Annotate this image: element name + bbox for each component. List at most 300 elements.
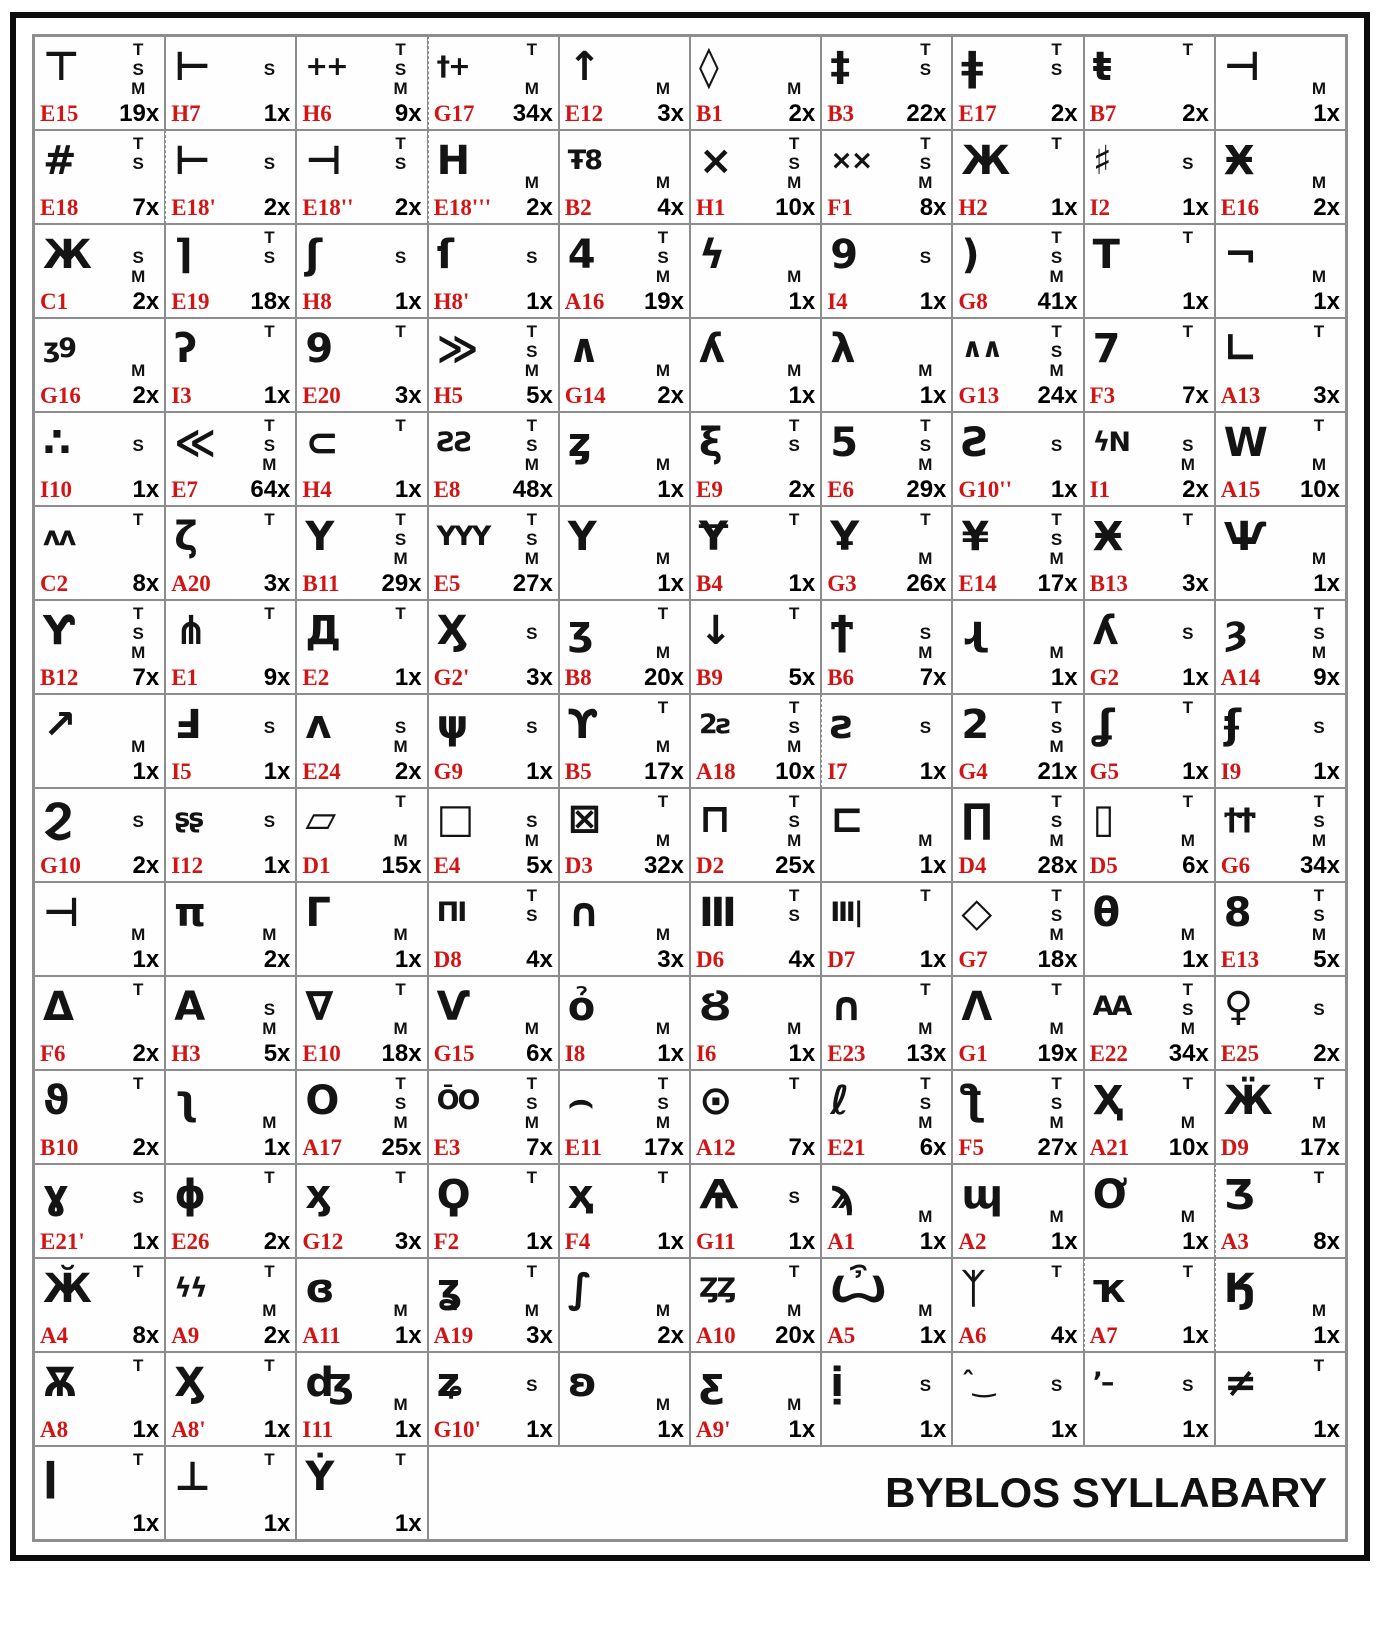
corpus-column bbox=[521, 792, 543, 851]
sign-label: A1 bbox=[827, 1229, 856, 1254]
corpus-column bbox=[1177, 322, 1199, 381]
corpus-letter-s: S bbox=[132, 247, 144, 267]
cell-caption-row bbox=[565, 100, 684, 128]
corpus-letter-t: T bbox=[657, 698, 669, 717]
sign-count: 26x bbox=[906, 570, 947, 597]
sign-count: 5x bbox=[1313, 946, 1340, 973]
corpus-letter-m: M bbox=[524, 1019, 539, 1038]
sign-count: 1x bbox=[1182, 288, 1209, 315]
sign-cell bbox=[34, 600, 165, 694]
sign-glyph: O bbox=[305, 1078, 340, 1124]
sign-label: I5 bbox=[171, 759, 192, 784]
sign-glyph: Ӄ bbox=[1223, 1266, 1255, 1312]
corpus-column bbox=[258, 1168, 280, 1227]
cell-caption-row bbox=[1221, 946, 1340, 974]
sign-cell bbox=[821, 1164, 952, 1258]
sign-cell bbox=[559, 1352, 690, 1446]
corpus-letter-t bbox=[127, 228, 149, 248]
corpus-column bbox=[1308, 1074, 1330, 1133]
cell-caption-row bbox=[827, 288, 946, 316]
sign-cell bbox=[296, 1070, 427, 1164]
corpus-letter-s: S bbox=[394, 247, 407, 267]
sign-cell bbox=[690, 36, 821, 130]
corpus-letter-t bbox=[1177, 134, 1199, 154]
sign-count: 1x bbox=[1050, 664, 1078, 691]
sign-cell bbox=[952, 412, 1083, 506]
sign-label: E25 bbox=[1220, 1041, 1260, 1066]
sign-glyph: Ұ bbox=[830, 514, 860, 560]
corpus-letter-s: S bbox=[1050, 1375, 1063, 1395]
cell-caption-row bbox=[1221, 100, 1340, 128]
sign-glyph: # bbox=[43, 138, 77, 184]
corpus-letter-m bbox=[521, 267, 543, 287]
cell-caption-row bbox=[434, 946, 553, 974]
corpus-letter-t: T bbox=[526, 1262, 537, 1281]
sign-cell bbox=[690, 318, 821, 412]
corpus-column bbox=[127, 886, 149, 945]
corpus-column bbox=[127, 1450, 149, 1509]
sign-glyph: ψ bbox=[436, 702, 469, 748]
sign-glyph: ʄ bbox=[1223, 702, 1242, 748]
sign-label: E3 bbox=[433, 1135, 461, 1160]
cell-caption-row bbox=[302, 946, 421, 974]
sign-label: B11 bbox=[302, 571, 340, 596]
corpus-column bbox=[390, 416, 412, 475]
cell-caption-row bbox=[1090, 382, 1209, 410]
corpus-letter-s bbox=[783, 342, 805, 362]
sign-cell bbox=[1215, 1258, 1346, 1352]
sign-count: 1x bbox=[1313, 758, 1340, 785]
corpus-letter-m: M bbox=[1049, 1207, 1064, 1226]
cell-caption-row bbox=[302, 1322, 421, 1350]
corpus-letter-s bbox=[783, 1094, 805, 1114]
corpus-letter-t: T bbox=[1182, 510, 1193, 529]
sign-glyph: λ bbox=[830, 326, 856, 372]
sign-cell bbox=[821, 130, 952, 224]
cell-caption-row bbox=[171, 946, 290, 974]
sign-cell bbox=[428, 976, 559, 1070]
sign-glyph: ∟ bbox=[1223, 326, 1258, 372]
sign-cell bbox=[428, 694, 559, 788]
corpus-letter-m: M bbox=[1049, 643, 1064, 662]
cell-caption-row bbox=[827, 476, 946, 504]
corpus-letter-m bbox=[258, 737, 280, 757]
cell-caption-row bbox=[565, 288, 684, 316]
sign-cell bbox=[165, 130, 296, 224]
corpus-letter-m bbox=[1046, 455, 1068, 475]
sign-label: I2 bbox=[1089, 195, 1111, 220]
cell-caption-row bbox=[827, 1134, 946, 1162]
sign-label: E2 bbox=[302, 665, 330, 690]
sign-glyph: Ӿ bbox=[1092, 514, 1124, 560]
corpus-letter-t: T bbox=[1051, 1074, 1062, 1093]
corpus-letter-s bbox=[652, 812, 674, 832]
sign-glyph: ♀ bbox=[1223, 984, 1254, 1030]
corpus-letter-m bbox=[1046, 1301, 1068, 1321]
corpus-letter-m bbox=[1177, 549, 1199, 569]
cell-caption-row bbox=[958, 758, 1077, 786]
corpus-letter-m bbox=[1046, 1395, 1068, 1415]
corpus-letter-m bbox=[783, 1207, 805, 1227]
corpus-letter-t: T bbox=[395, 1168, 406, 1187]
corpus-column bbox=[1177, 604, 1199, 663]
cell-caption-row bbox=[302, 664, 421, 692]
cell-caption-row bbox=[171, 288, 290, 316]
cell-caption-row bbox=[434, 1040, 553, 1068]
sign-cell bbox=[34, 1446, 165, 1540]
sign-label: E7 bbox=[171, 477, 199, 502]
corpus-letter-m bbox=[914, 79, 936, 99]
sign-glyph: Ѫ bbox=[43, 1360, 78, 1406]
corpus-column bbox=[783, 416, 805, 475]
sign-cell bbox=[821, 318, 952, 412]
corpus-letter-s bbox=[521, 1000, 543, 1020]
corpus-letter-s: S bbox=[919, 153, 932, 173]
corpus-letter-s: S bbox=[919, 435, 932, 455]
sign-label: D8 bbox=[433, 947, 462, 972]
corpus-letter-m: M bbox=[1049, 1019, 1064, 1038]
corpus-letter-t: T bbox=[395, 1074, 406, 1093]
sign-count: 19x bbox=[119, 100, 160, 127]
corpus-letter-m bbox=[1308, 737, 1330, 757]
corpus-column bbox=[1177, 792, 1199, 851]
corpus-column bbox=[1046, 1074, 1068, 1133]
cell-caption-row bbox=[434, 1322, 553, 1350]
sign-label: A17 bbox=[302, 1135, 343, 1160]
corpus-letter-m: M bbox=[1180, 455, 1195, 474]
sign-cell bbox=[821, 694, 952, 788]
corpus-letter-s bbox=[914, 1188, 936, 1208]
cell-caption-row bbox=[1221, 288, 1340, 316]
sign-count: 1x bbox=[394, 476, 422, 503]
sign-label: E11 bbox=[564, 1135, 602, 1160]
corpus-letter-t: T bbox=[920, 1074, 931, 1093]
corpus-letter-t: T bbox=[788, 134, 800, 153]
sign-label: D3 bbox=[564, 853, 593, 878]
corpus-column bbox=[783, 1074, 805, 1133]
corpus-column bbox=[390, 604, 412, 663]
corpus-letter-s: S bbox=[394, 1093, 407, 1113]
sign-glyph: ϟN bbox=[1092, 427, 1130, 458]
corpus-letter-t: T bbox=[1313, 604, 1325, 623]
cell-caption-row bbox=[958, 1228, 1077, 1256]
sign-count: 1x bbox=[132, 1228, 160, 1255]
sign-cell bbox=[690, 130, 821, 224]
corpus-letter-t: T bbox=[1182, 1074, 1193, 1093]
sign-label: I10 bbox=[40, 477, 72, 502]
sign-cell bbox=[952, 130, 1083, 224]
corpus-letter-m bbox=[127, 1019, 149, 1039]
sign-count: 1x bbox=[1313, 100, 1340, 127]
sign-cell bbox=[1084, 224, 1215, 318]
cell-caption-row bbox=[827, 570, 946, 598]
cell-caption-row bbox=[827, 1416, 946, 1444]
corpus-letter-s bbox=[390, 1470, 412, 1490]
corpus-letter-m bbox=[127, 1301, 149, 1321]
sign-label: H1 bbox=[695, 195, 726, 220]
sign-label: E6 bbox=[827, 477, 855, 502]
corpus-letter-t bbox=[127, 886, 149, 906]
sign-cell bbox=[559, 506, 690, 600]
sign-label: E23 bbox=[827, 1041, 866, 1066]
sign-glyph: ⊢ bbox=[174, 44, 211, 90]
corpus-letter-t bbox=[258, 40, 280, 60]
cell-caption-row bbox=[696, 1134, 815, 1162]
corpus-letter-t bbox=[783, 1168, 805, 1188]
sign-label: E24 bbox=[302, 759, 341, 784]
sign-label: F1 bbox=[827, 195, 853, 220]
sign-count: 2x bbox=[394, 758, 422, 785]
corpus-letter-m: M bbox=[655, 643, 671, 662]
corpus-letter-t: T bbox=[788, 1074, 800, 1093]
cell-caption-row bbox=[434, 664, 553, 692]
sign-glyph: ⊥ bbox=[174, 1454, 211, 1500]
sign-count: 5x bbox=[526, 382, 553, 409]
sign-glyph: ↗ bbox=[43, 702, 77, 748]
cell-caption-row bbox=[565, 946, 684, 974]
sign-count: 1x bbox=[263, 100, 291, 127]
corpus-letter-t: T bbox=[920, 134, 931, 153]
cell-caption-row bbox=[958, 1040, 1077, 1068]
sign-glyph: ᛉ bbox=[961, 1266, 986, 1312]
sign-glyph: ϯ bbox=[830, 608, 854, 654]
corpus-letter-s bbox=[1177, 530, 1199, 550]
corpus-column bbox=[127, 792, 149, 851]
corpus-letter-m: M bbox=[787, 831, 802, 850]
sign-cell bbox=[165, 1070, 296, 1164]
sign-label: D7 bbox=[827, 947, 856, 972]
sign-glyph: ++ bbox=[305, 51, 347, 82]
sign-count: 1x bbox=[919, 1416, 947, 1443]
corpus-letter-t: T bbox=[1051, 134, 1062, 153]
corpus-letter-t: T bbox=[264, 228, 275, 247]
corpus-letter-m: M bbox=[1311, 173, 1327, 192]
sign-glyph: ʎ bbox=[698, 326, 726, 372]
corpus-letter-s: S bbox=[919, 1093, 932, 1113]
sign-count: 1x bbox=[657, 1416, 684, 1443]
sign-glyph: 2ƨ bbox=[698, 709, 730, 740]
corpus-letter-s: S bbox=[1182, 435, 1194, 455]
cell-caption-row bbox=[40, 1416, 159, 1444]
sign-glyph: Ϩ bbox=[43, 796, 73, 842]
corpus-column bbox=[783, 1168, 805, 1227]
corpus-column bbox=[1177, 980, 1199, 1039]
corpus-letter-m: M bbox=[262, 1301, 277, 1320]
sign-glyph: ∩ bbox=[567, 890, 601, 936]
corpus-letter-m bbox=[127, 1207, 149, 1227]
sign-count: 1x bbox=[1313, 288, 1340, 315]
corpus-column bbox=[258, 1356, 280, 1415]
sign-count: 1x bbox=[394, 1322, 422, 1349]
corpus-letter-m bbox=[521, 643, 543, 663]
corpus-letter-s: S bbox=[788, 717, 800, 737]
sign-cell bbox=[1084, 1070, 1215, 1164]
sign-glyph: ỏ bbox=[567, 984, 596, 1030]
sign-label: G15 bbox=[433, 1041, 475, 1066]
sign-cell bbox=[296, 788, 427, 882]
corpus-letter-t: T bbox=[1051, 40, 1062, 59]
sign-count: 1x bbox=[526, 758, 553, 785]
corpus-letter-m: M bbox=[655, 549, 671, 568]
corpus-column bbox=[390, 322, 412, 381]
corpus-letter-s bbox=[390, 436, 412, 456]
sign-count: 64x bbox=[250, 476, 291, 503]
corpus-letter-m: M bbox=[262, 925, 277, 944]
corpus-letter-m: M bbox=[655, 1395, 671, 1414]
corpus-column bbox=[914, 510, 936, 569]
corpus-column bbox=[390, 134, 412, 193]
corpus-column bbox=[258, 1074, 280, 1133]
sign-label: B5 bbox=[564, 759, 592, 784]
corpus-letter-t: T bbox=[132, 1450, 144, 1469]
cell-caption-row bbox=[827, 1040, 946, 1068]
sign-count: 29x bbox=[906, 476, 947, 503]
sign-glyph: ◇ bbox=[961, 890, 993, 936]
corpus-letter-s: S bbox=[1050, 905, 1063, 925]
sign-glyph: Д bbox=[305, 608, 342, 654]
corpus-letter-s bbox=[258, 530, 280, 550]
sign-glyph: 4 bbox=[567, 232, 596, 278]
corpus-letter-t bbox=[652, 980, 674, 1000]
corpus-letter-m: M bbox=[787, 1395, 802, 1414]
cell-caption-row bbox=[958, 1134, 1077, 1162]
sign-cell bbox=[1215, 976, 1346, 1070]
sign-glyph: Ӂ bbox=[43, 1266, 92, 1312]
corpus-column bbox=[127, 604, 149, 663]
corpus-letter-s: S bbox=[1182, 999, 1194, 1019]
corpus-letter-m bbox=[1308, 1395, 1330, 1415]
sign-count: 20x bbox=[775, 1322, 816, 1349]
corpus-letter-t: T bbox=[1051, 698, 1062, 717]
corpus-letter-m bbox=[258, 549, 280, 569]
corpus-column bbox=[521, 1074, 543, 1133]
sign-glyph: Ѵ bbox=[436, 984, 471, 1030]
sign-glyph: ⋔ bbox=[174, 608, 208, 654]
sign-glyph: Ƴ bbox=[43, 608, 75, 654]
cell-caption-row bbox=[1090, 1416, 1209, 1444]
sign-label: I9 bbox=[1220, 759, 1242, 784]
sign-count: 2x bbox=[394, 194, 422, 221]
sign-cell bbox=[690, 600, 821, 694]
corpus-letter-m: M bbox=[655, 1113, 671, 1132]
corpus-letter-m: M bbox=[655, 361, 671, 380]
corpus-letter-m: M bbox=[655, 1301, 671, 1320]
corpus-letter-m bbox=[127, 455, 149, 475]
corpus-letter-t bbox=[914, 698, 936, 718]
cell-caption-row bbox=[1090, 570, 1209, 598]
corpus-letter-s bbox=[258, 624, 280, 644]
sign-label: G5 bbox=[1089, 759, 1119, 784]
sign-count: 1x bbox=[919, 382, 947, 409]
sign-label: G4 bbox=[958, 759, 988, 784]
sign-cell bbox=[165, 1164, 296, 1258]
sign-cell bbox=[821, 506, 952, 600]
corpus-letter-t bbox=[783, 228, 805, 248]
sign-count: 1x bbox=[132, 1416, 160, 1443]
corpus-column bbox=[914, 792, 936, 851]
corpus-letter-t bbox=[1308, 510, 1330, 530]
sign-count: 2x bbox=[263, 946, 291, 973]
corpus-letter-s: S bbox=[132, 153, 144, 173]
corpus-letter-s bbox=[1308, 342, 1330, 362]
corpus-column bbox=[1046, 134, 1068, 193]
sign-count: 3x bbox=[657, 100, 684, 127]
sign-cell bbox=[165, 318, 296, 412]
sign-glyph: Ơ bbox=[1092, 1172, 1128, 1218]
sign-label: G14 bbox=[564, 383, 606, 408]
sign-label: G2' bbox=[433, 665, 470, 690]
corpus-column bbox=[258, 1450, 280, 1509]
corpus-letter-m bbox=[258, 1207, 280, 1227]
sign-cell bbox=[1215, 882, 1346, 976]
corpus-letter-s bbox=[652, 342, 674, 362]
cell-caption-row bbox=[565, 852, 684, 880]
corpus-column bbox=[1177, 1168, 1199, 1227]
sign-glyph: ʌ bbox=[305, 702, 332, 748]
sign-label: G11 bbox=[695, 1229, 736, 1254]
sign-count: 34x bbox=[512, 100, 553, 127]
sign-count: 1x bbox=[132, 476, 160, 503]
corpus-letter-s: S bbox=[263, 153, 276, 173]
corpus-letter-s bbox=[1177, 1282, 1199, 1302]
cell-caption-row bbox=[302, 852, 421, 880]
sign-cell bbox=[821, 1352, 952, 1446]
corpus-column bbox=[652, 980, 674, 1039]
corpus-column bbox=[914, 134, 936, 193]
corpus-letter-t bbox=[258, 980, 280, 1000]
sign-count: 1x bbox=[263, 1510, 291, 1537]
sign-glyph: Ӝ bbox=[1223, 1078, 1273, 1124]
sign-cell bbox=[165, 882, 296, 976]
sign-label: B12 bbox=[40, 665, 79, 690]
sign-cell bbox=[1215, 412, 1346, 506]
corpus-column bbox=[1046, 980, 1068, 1039]
corpus-letter-s bbox=[127, 1094, 149, 1114]
cell-caption-row bbox=[1221, 664, 1340, 692]
corpus-letter-m: M bbox=[1311, 643, 1327, 662]
cell-caption-row bbox=[958, 664, 1077, 692]
sign-label: A3 bbox=[1220, 1229, 1249, 1254]
sign-glyph: 2 bbox=[961, 702, 990, 748]
corpus-letter-t: T bbox=[526, 1074, 537, 1093]
sign-cell bbox=[952, 1164, 1083, 1258]
corpus-letter-m: M bbox=[393, 1301, 408, 1320]
corpus-letter-t bbox=[521, 980, 543, 1000]
sign-cell bbox=[34, 36, 165, 130]
corpus-letter-s bbox=[914, 1000, 936, 1020]
corpus-letter-m bbox=[127, 831, 149, 851]
cell-caption-row bbox=[171, 1134, 290, 1162]
corpus-letter-m: M bbox=[1180, 925, 1195, 944]
corpus-letter-t bbox=[1308, 134, 1330, 154]
corpus-letter-m: M bbox=[1049, 1113, 1064, 1132]
corpus-letter-t bbox=[1308, 40, 1330, 60]
sign-glyph: ϕ bbox=[174, 1172, 207, 1218]
sign-label: G12 bbox=[302, 1229, 344, 1254]
sign-cell bbox=[165, 224, 296, 318]
corpus-letter-m: M bbox=[918, 173, 933, 192]
corpus-letter-t bbox=[258, 134, 280, 154]
cell-caption-row bbox=[40, 288, 159, 316]
sign-label: B1 bbox=[695, 101, 723, 126]
corpus-column bbox=[521, 980, 543, 1039]
sign-cell bbox=[296, 412, 427, 506]
sign-count: 3x bbox=[1182, 570, 1209, 597]
corpus-column bbox=[1046, 510, 1068, 569]
sign-label: I11 bbox=[302, 1417, 334, 1442]
sign-count: 1x bbox=[132, 758, 160, 785]
sign-cell bbox=[821, 788, 952, 882]
